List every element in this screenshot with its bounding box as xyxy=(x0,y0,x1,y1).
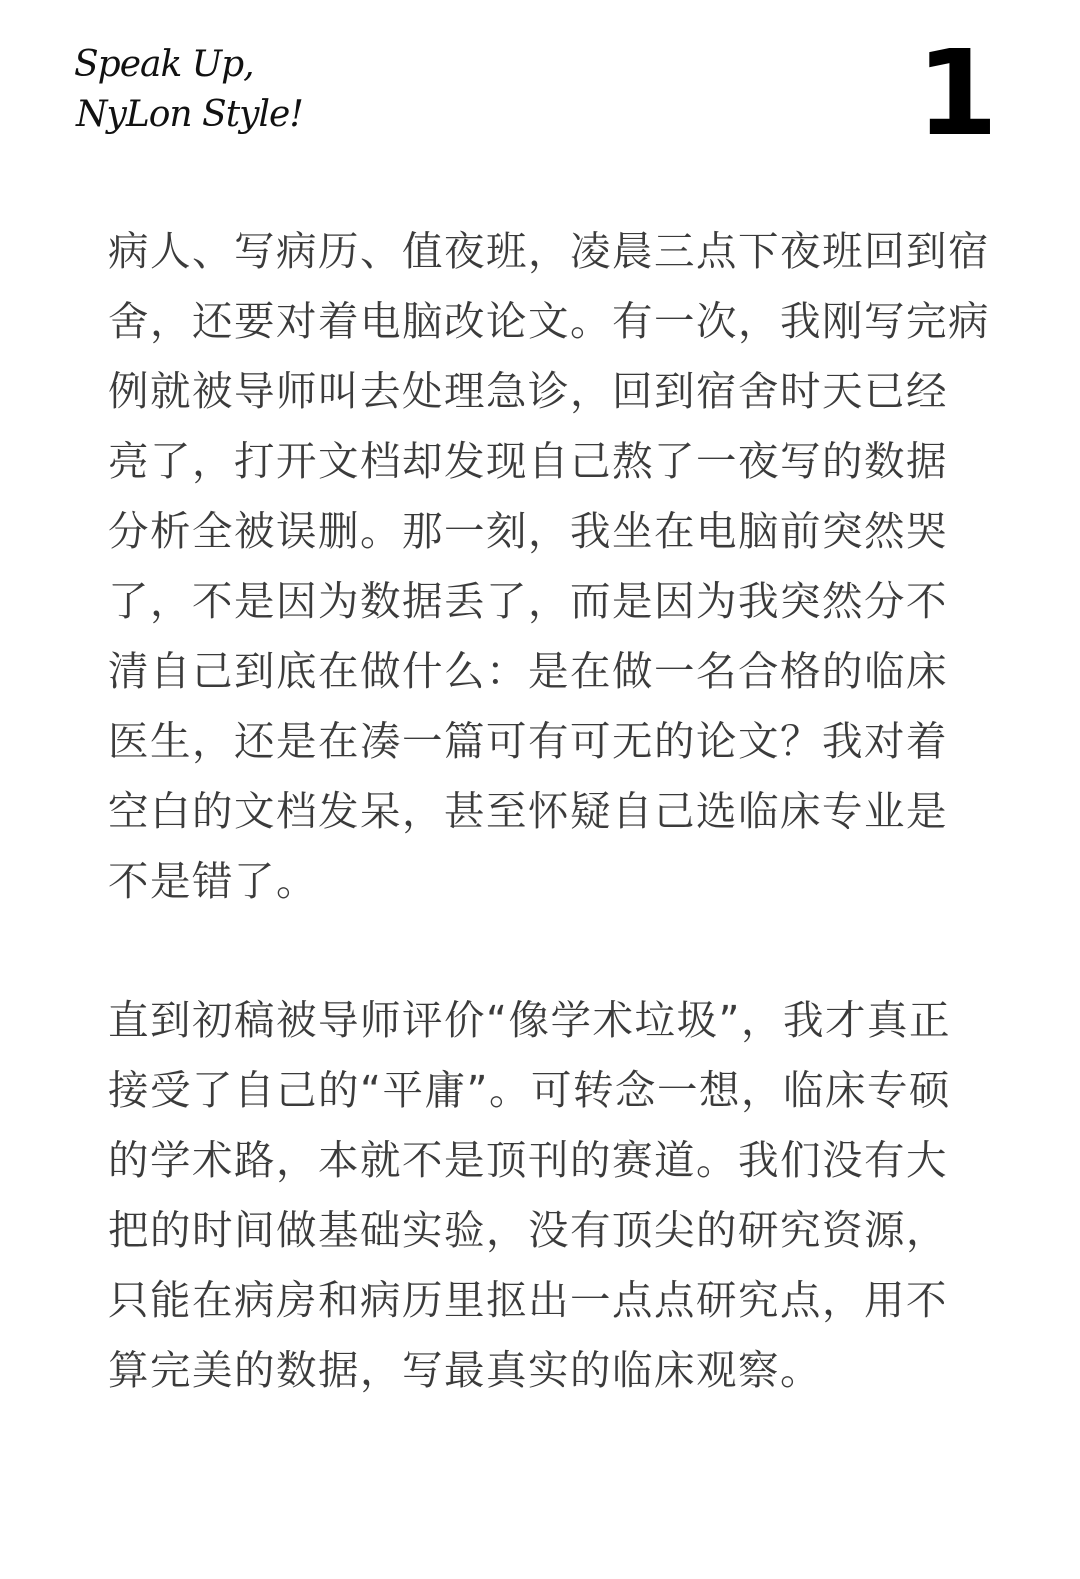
paragraph-line: 病人、写病历、值夜班，凌晨三点下夜班回到宿 xyxy=(108,227,990,275)
brand-line-1: Speak Up, xyxy=(74,44,254,85)
paragraph-line: 不是错了。 xyxy=(108,857,318,905)
paragraph-line: 只能在病房和病历里抠出一点点研究点，用不 xyxy=(108,1276,948,1324)
paragraph-1 xyxy=(108,216,990,916)
paragraph-2 xyxy=(108,985,972,1405)
paragraph-line: 直到初稿被导师评价“像学术垃圾”，我才真正 xyxy=(108,996,951,1044)
paragraph-line: 空白的文档发呆，甚至怀疑自己选临床专业是 xyxy=(108,787,948,835)
paragraph-line: 例就被导师叫去处理急诊，回到宿舍时天已经 xyxy=(108,367,948,415)
paragraph-line: 亮了，打开文档却发现自己熬了一夜写的数据 xyxy=(108,437,948,485)
paragraph-line: 舍，还要对着电脑改论文。有一次，我刚写完病 xyxy=(108,297,990,345)
page-number: 1 xyxy=(916,24,999,162)
paragraph-line: 清自己到底在做什么：是在做一名合格的临床 xyxy=(108,647,948,695)
paragraph-gap xyxy=(108,916,972,985)
paragraph-line: 算完美的数据，写最真实的临床观察。 xyxy=(108,1346,822,1394)
paragraph-line: 的学术路，本就不是顶刊的赛道。我们没有大 xyxy=(108,1136,948,1184)
paragraph-line: 分析全被误删。那一刻，我坐在电脑前突然哭 xyxy=(108,507,948,555)
paragraph-line: 医生，还是在凑一篇可有可无的论文？我对着 xyxy=(108,717,948,765)
paragraph-line: 接受了自己的“平庸”。可转念一想，临床专硕 xyxy=(108,1066,951,1114)
paragraph-line: 了，不是因为数据丢了，而是因为我突然分不 xyxy=(108,577,948,625)
brand-line-2: NyLon Style! xyxy=(76,94,303,135)
article-body xyxy=(108,216,990,1405)
paragraph-line: 把的时间做基础实验，没有顶尖的研究资源， xyxy=(108,1206,948,1254)
brand-logo xyxy=(74,40,334,160)
